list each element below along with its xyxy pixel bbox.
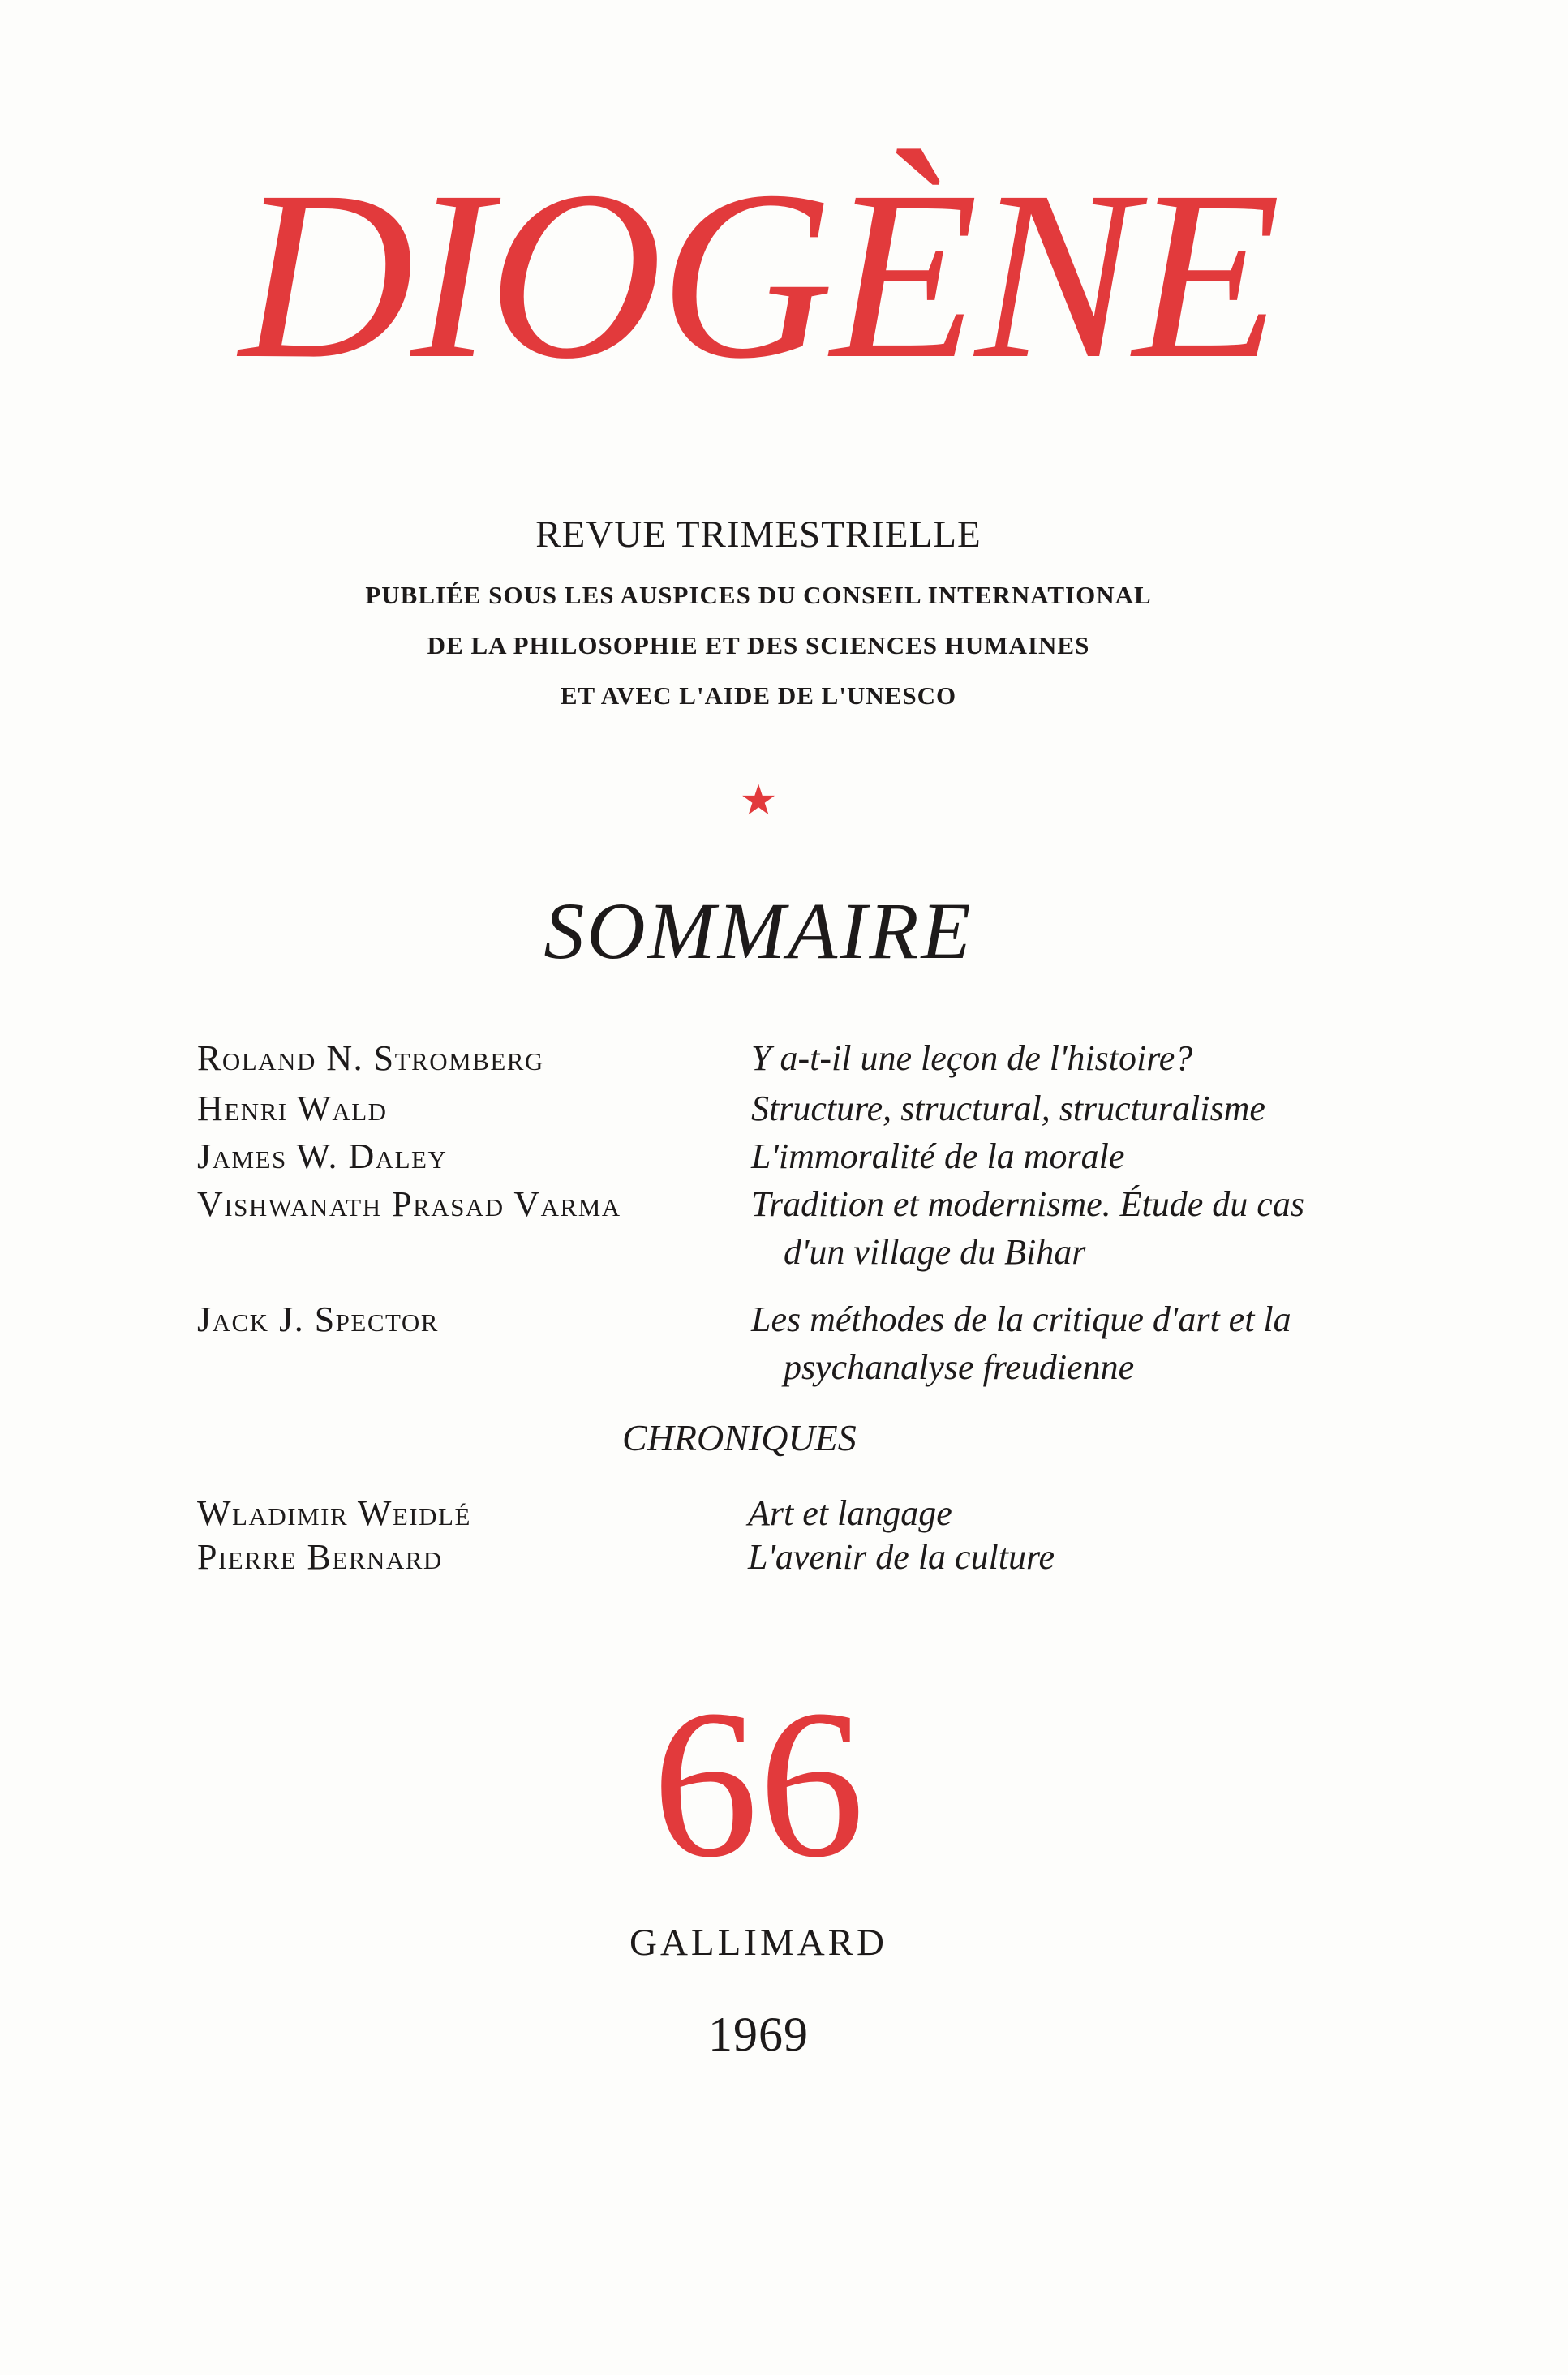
chronicle-title: L'avenir de la culture xyxy=(748,1537,1055,1577)
article-title: Structure, structural, structuralisme xyxy=(751,1089,1265,1128)
publisher-name: GALLIMARD xyxy=(629,1922,887,1964)
publication-year: 1969 xyxy=(708,2008,809,2061)
article-title: Y a-t-il une leçon de l'histoire? xyxy=(751,1038,1193,1078)
journal-subtitle: REVUE TRIMESTRIELLE xyxy=(535,513,982,556)
article-author: Vishwanath Prasad Varma xyxy=(197,1184,621,1224)
article-title-continued: psychanalyse freudienne xyxy=(784,1347,1135,1387)
article-author: Henri Wald xyxy=(197,1089,388,1128)
subtitle-line: DE LA PHILOSOPHIE ET DES SCIENCES HUMAINES xyxy=(427,631,1090,659)
article-title: Les méthodes de la critique d'art et la xyxy=(751,1299,1291,1339)
article-author: James W. Daley xyxy=(197,1136,448,1176)
chronicle-author: Pierre Bernard xyxy=(197,1537,443,1577)
subtitle-line: ET AVEC L'AIDE DE L'UNESCO xyxy=(560,681,957,710)
contents-heading: SOMMAIRE xyxy=(543,886,973,976)
subtitle-line: PUBLIÉE SOUS LES AUSPICES DU CONSEIL INTERNATIONAL xyxy=(365,581,1152,609)
star-ornament-icon: ★ xyxy=(739,778,778,824)
journal-title: DIOGÈNE xyxy=(239,141,1278,409)
chronicle-title: Art et langage xyxy=(748,1493,952,1533)
article-author: Jack J. Spector xyxy=(197,1299,439,1339)
article-author: Roland N. Stromberg xyxy=(197,1038,544,1078)
article-title: L'immoralité de la morale xyxy=(751,1136,1125,1176)
article-title-continued: d'un village du Bihar xyxy=(784,1232,1086,1272)
article-title: Tradition et modernisme. Étude du cas xyxy=(751,1184,1304,1224)
chronicles-heading: CHRONIQUES xyxy=(622,1417,857,1458)
issue-number: 66 xyxy=(652,1666,865,1901)
chronicle-author: Wladimir Weidlé xyxy=(197,1493,471,1533)
